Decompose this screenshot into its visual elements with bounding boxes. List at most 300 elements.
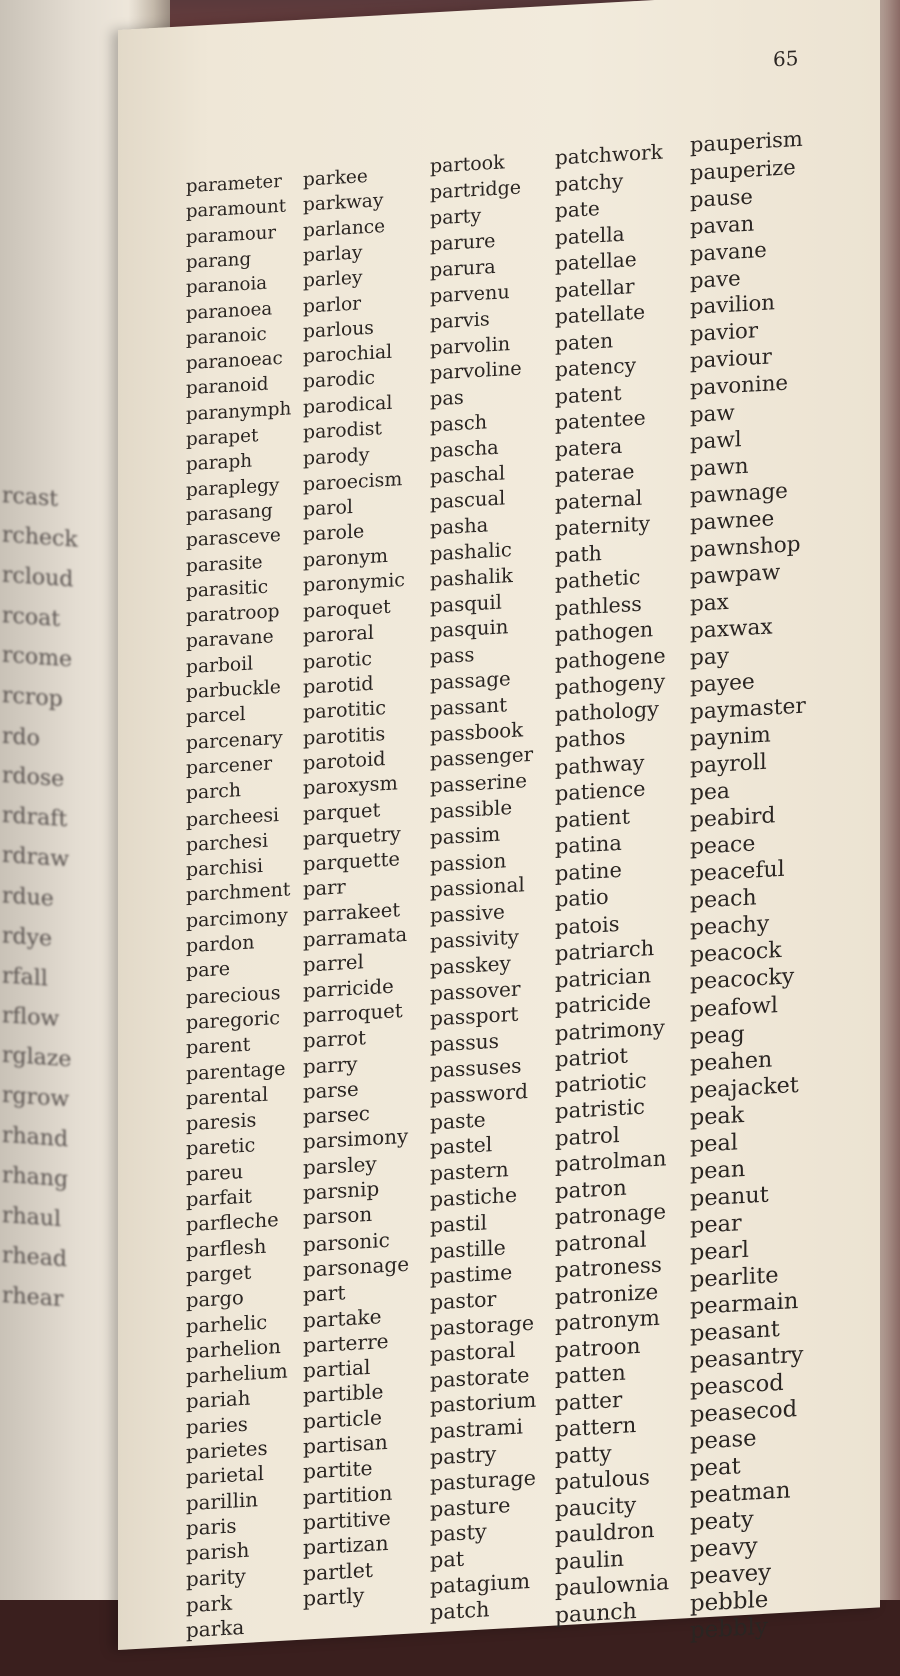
dictionary-word: pawpaw: [690, 559, 781, 591]
dictionary-word: paxwax: [690, 614, 773, 645]
dictionary-word: parura: [430, 255, 496, 282]
dictionary-word: patroon: [555, 1333, 641, 1364]
dictionary-word: pastel: [430, 1132, 493, 1160]
dictionary-word: paulownia: [555, 1570, 670, 1602]
dictionary-word: pave: [690, 265, 741, 294]
dictionary-word: pear: [690, 1210, 742, 1240]
dictionary-word: peahen: [690, 1046, 773, 1078]
dictionary-word: parsec: [303, 1102, 370, 1129]
dictionary-word: parotitis: [303, 721, 386, 750]
dictionary-word: paunch: [555, 1598, 637, 1629]
dictionary-word: paranoid: [186, 373, 269, 400]
dictionary-word: pas: [430, 385, 464, 411]
dictionary-word: patristic: [555, 1094, 645, 1125]
dictionary-word: paries: [186, 1412, 248, 1439]
dictionary-word: pawnage: [690, 478, 788, 510]
dictionary-word: parfait: [186, 1184, 252, 1212]
dictionary-word: patchy: [555, 168, 624, 197]
dictionary-word: parhelic: [186, 1310, 268, 1338]
dictionary-word: pauperize: [690, 154, 796, 186]
dictionary-word: parcimony: [186, 904, 288, 932]
dictionary-word: parka: [186, 1615, 245, 1643]
dictionary-word: parflesh: [186, 1234, 267, 1262]
dictionary-word: parr: [303, 875, 346, 902]
dictionary-word: patience: [555, 776, 646, 806]
dictionary-word: pearmain: [690, 1287, 799, 1321]
dictionary-word: peavey: [690, 1559, 772, 1591]
left-page-word: rglaze: [2, 1042, 72, 1073]
dictionary-word: pea: [690, 778, 730, 807]
dictionary-word: pawn: [690, 453, 749, 483]
dictionary-word: paroecism: [303, 467, 403, 496]
dictionary-word: parietal: [186, 1462, 264, 1490]
dictionary-word: pasquin: [430, 615, 509, 643]
dictionary-word: path: [555, 540, 602, 568]
dictionary-word: pebble: [690, 1586, 769, 1618]
dictionary-word: parley: [303, 267, 363, 292]
dictionary-word: patchwork: [555, 139, 663, 170]
dictionary-word: peasant: [690, 1316, 780, 1348]
dictionary-word: parsley: [303, 1152, 377, 1180]
left-page-word: rflow: [2, 1002, 60, 1033]
dictionary-word: pease: [690, 1425, 757, 1456]
dictionary-word: paw: [690, 400, 735, 429]
left-page-words: [0, 0, 130, 1600]
dictionary-word: pathless: [555, 591, 642, 621]
dictionary-word: peaty: [690, 1506, 754, 1537]
left-page-word: rfall: [2, 963, 48, 992]
dictionary-word: parvis: [430, 307, 490, 334]
left-page-word: rdose: [2, 762, 65, 793]
dictionary-word: patina: [555, 830, 622, 859]
dictionary-word: passkey: [430, 950, 511, 980]
dictionary-word: passage: [430, 667, 511, 695]
dictionary-word: patient: [555, 803, 631, 833]
dictionary-word: pay: [690, 643, 730, 672]
dictionary-word: parterre: [303, 1328, 389, 1358]
dictionary-word: pavior: [690, 318, 758, 348]
dictionary-word: pathos: [555, 724, 626, 753]
left-page-word: rcloud: [2, 562, 74, 593]
dictionary-word: peaceful: [690, 856, 785, 888]
dictionary-word: pargo: [186, 1286, 244, 1313]
dictionary-word: pastorate: [430, 1362, 530, 1393]
dictionary-word: patio: [555, 884, 609, 912]
dictionary-word: particle: [303, 1404, 382, 1434]
dictionary-word: parkee: [303, 166, 368, 191]
dictionary-word: pare: [186, 958, 230, 983]
dictionary-word: parlay: [303, 242, 363, 267]
dictionary-word: paterae: [555, 459, 635, 488]
dictionary-word: peanut: [690, 1181, 769, 1213]
dictionary-word: partly: [303, 1583, 365, 1611]
dictionary-word: parricide: [303, 974, 394, 1003]
dictionary-word: parbuckle: [186, 676, 281, 704]
dictionary-word: parodical: [303, 392, 393, 419]
dictionary-word: paymaster: [690, 693, 806, 726]
dictionary-word: parcenary: [186, 727, 283, 754]
dictionary-word: peajacket: [690, 1071, 799, 1105]
dictionary-word: patronal: [555, 1226, 647, 1258]
dictionary-word: payee: [690, 669, 755, 699]
dictionary-word: parietes: [186, 1436, 268, 1465]
dictionary-word: patera: [555, 433, 623, 462]
left-page-word: rdraft: [2, 802, 68, 833]
dictionary-word: paucity: [555, 1492, 637, 1523]
dictionary-word: part: [303, 1280, 346, 1307]
dictionary-word: partition: [303, 1480, 393, 1510]
dictionary-word: parasite: [186, 551, 263, 577]
dictionary-word: pastoral: [430, 1337, 516, 1367]
dictionary-word: partizan: [303, 1531, 389, 1560]
dictionary-word: patricide: [555, 988, 652, 1019]
dictionary-word: parget: [186, 1260, 252, 1288]
dictionary-word: parchisi: [186, 854, 264, 882]
dictionary-word: pathogeny: [555, 669, 666, 700]
dictionary-word: parroquet: [303, 998, 403, 1028]
dictionary-word: parole: [303, 520, 365, 546]
dictionary-word: paresis: [186, 1108, 257, 1136]
dictionary-word: parrel: [303, 950, 364, 977]
dictionary-word: parson: [303, 1203, 373, 1230]
dictionary-word: parental: [186, 1082, 269, 1110]
dictionary-word: parol: [303, 495, 353, 521]
dictionary-word: passim: [430, 822, 501, 850]
dictionary-word: paronymic: [303, 568, 405, 597]
dictionary-word: pawnshop: [690, 531, 801, 564]
dictionary-word: parecious: [186, 980, 281, 1009]
dictionary-word: pastorage: [430, 1310, 535, 1341]
dictionary-word: parish: [186, 1538, 250, 1566]
dictionary-word: passible: [430, 795, 513, 824]
dictionary-word: paulin: [555, 1546, 625, 1576]
dictionary-word: patentee: [555, 405, 646, 435]
dictionary-word: pasty: [430, 1519, 487, 1547]
dictionary-word: paronym: [303, 544, 389, 572]
dictionary-word: peavy: [690, 1533, 758, 1564]
dictionary-word: paraplegy: [186, 474, 280, 501]
left-page-word: rcoat: [2, 602, 61, 633]
dictionary-word: pastiche: [430, 1182, 518, 1212]
dictionary-word: parcheesi: [186, 803, 280, 831]
dictionary-word: pathogen: [555, 617, 654, 647]
left-page-word: rcrop: [2, 682, 63, 713]
dictionary-word: patellate: [555, 299, 646, 329]
dictionary-word: parsimony: [303, 1125, 409, 1155]
dictionary-word: pardon: [186, 931, 255, 958]
dictionary-word: pathogene: [555, 642, 666, 674]
right-page: [118, 0, 880, 1650]
dictionary-word: partook: [430, 151, 505, 178]
dictionary-word: password: [430, 1078, 528, 1109]
dictionary-word: paranoeac: [186, 347, 283, 375]
dictionary-word: parch: [186, 780, 241, 805]
left-page-word: rhaul: [2, 1202, 62, 1233]
dictionary-word: pasture: [430, 1492, 511, 1522]
dictionary-word: pean: [690, 1155, 746, 1186]
dictionary-word: patois: [555, 910, 620, 940]
dictionary-word: pastern: [430, 1157, 509, 1186]
dictionary-word: passional: [430, 872, 525, 902]
dictionary-word: pattern: [555, 1413, 637, 1443]
dictionary-word: patine: [555, 857, 622, 886]
left-page-word: rhear: [2, 1282, 64, 1313]
dictionary-word: parotic: [303, 646, 372, 674]
dictionary-word: partitive: [303, 1505, 391, 1535]
dictionary-word: parodist: [303, 418, 382, 444]
dictionary-word: partridge: [430, 176, 522, 204]
dictionary-word: passion: [430, 847, 507, 877]
dictionary-word: parodic: [303, 368, 375, 394]
left-page-word: rdo: [2, 723, 40, 752]
dictionary-word: parchesi: [186, 829, 269, 856]
dictionary-word: peatman: [690, 1477, 791, 1510]
dictionary-word: parcel: [186, 704, 246, 729]
dictionary-word: paranymph: [186, 398, 292, 425]
dictionary-word: pebbly: [690, 1613, 768, 1645]
dictionary-word: peacock: [690, 937, 782, 969]
dictionary-word: partible: [303, 1379, 384, 1409]
dictionary-word: pavonine: [690, 370, 789, 402]
left-page-word: rcheck: [2, 522, 78, 553]
dictionary-word: parsonage: [303, 1251, 410, 1282]
dictionary-word: partlet: [303, 1557, 373, 1586]
dictionary-word: pauldron: [555, 1518, 655, 1549]
left-page-word: rhead: [2, 1242, 67, 1273]
dictionary-word: passenger: [430, 743, 534, 772]
left-page-word: rdye: [2, 923, 53, 952]
dictionary-word: pasch: [430, 410, 488, 437]
dictionary-word: passbook: [430, 717, 524, 747]
dictionary-word: peafowl: [690, 992, 778, 1024]
dictionary-word: patter: [555, 1387, 623, 1417]
dictionary-word: paramour: [186, 221, 277, 248]
dictionary-word: paratroop: [186, 601, 280, 628]
dictionary-word: pavilion: [690, 290, 775, 321]
dictionary-word: paternal: [555, 485, 643, 515]
dictionary-word: peacocky: [690, 964, 795, 996]
dictionary-word: passus: [430, 1028, 500, 1057]
dictionary-word: pasquil: [430, 590, 502, 618]
dictionary-word: pashalik: [430, 563, 513, 592]
dictionary-word: parentage: [186, 1056, 286, 1085]
dictionary-word: peace: [690, 831, 756, 861]
dictionary-word: pate: [555, 196, 600, 223]
dictionary-word: patrol: [555, 1122, 620, 1152]
page-number: 65: [773, 45, 799, 72]
dictionary-word: paviour: [690, 344, 772, 375]
left-page-word: rhang: [2, 1162, 69, 1193]
dictionary-word: parsonic: [303, 1227, 390, 1257]
dictionary-word: pathetic: [555, 564, 641, 594]
dictionary-word: parvolin: [430, 331, 511, 360]
dictionary-word: pastil: [430, 1210, 487, 1238]
dictionary-word: payroll: [690, 749, 767, 780]
dictionary-word: parent: [186, 1032, 251, 1060]
dictionary-word: passant: [430, 693, 507, 721]
dictionary-word: parboil: [186, 653, 254, 678]
dictionary-word: parquetry: [303, 821, 401, 851]
dictionary-word: parang: [186, 248, 252, 274]
dictionary-word: pearlite: [690, 1262, 779, 1294]
dictionary-word: pastille: [430, 1234, 506, 1264]
dictionary-word: peak: [690, 1101, 745, 1132]
dictionary-word: paste: [430, 1107, 486, 1135]
dictionary-word: passuses: [430, 1053, 522, 1083]
dictionary-word: parvenu: [430, 280, 510, 308]
left-page-word: rcome: [2, 642, 72, 673]
dictionary-word: pavane: [690, 236, 767, 267]
dictionary-word: parvoline: [430, 356, 522, 385]
dictionary-word: parameter: [186, 170, 282, 198]
dictionary-word: patella: [555, 221, 625, 250]
dictionary-word: patency: [555, 353, 637, 382]
dictionary-word: parity: [186, 1564, 246, 1591]
dictionary-word: parcener: [186, 753, 273, 780]
dictionary-word: parure: [430, 229, 496, 256]
dictionary-word: pariah: [186, 1386, 251, 1414]
dictionary-word: parochial: [303, 341, 393, 368]
dictionary-word: pause: [690, 183, 753, 213]
dictionary-word: pavan: [690, 210, 755, 240]
dictionary-word: paris: [186, 1514, 237, 1541]
left-page-word: rdue: [2, 883, 54, 912]
dictionary-word: parotoid: [303, 746, 386, 775]
dictionary-word: paten: [555, 327, 614, 356]
dictionary-word: paregoric: [186, 1005, 280, 1035]
dictionary-word: pastry: [430, 1441, 497, 1470]
dictionary-word: pasha: [430, 513, 489, 540]
dictionary-word: patten: [555, 1360, 626, 1390]
dictionary-word: pasturage: [430, 1465, 536, 1496]
dictionary-word: patch: [430, 1597, 490, 1625]
dictionary-word: patriarch: [555, 935, 655, 966]
dictionary-word: patellar: [555, 273, 635, 303]
dictionary-word: pareu: [186, 1159, 244, 1186]
dictionary-word: parhelion: [186, 1334, 281, 1363]
dictionary-word: paranoea: [186, 297, 273, 324]
dictionary-word: paravane: [186, 626, 274, 653]
dictionary-word: peasantry: [690, 1341, 804, 1375]
dictionary-word: patronym: [555, 1305, 660, 1337]
dictionary-word: pascual: [430, 486, 506, 514]
dictionary-word: peabird: [690, 803, 776, 834]
dictionary-word: parotitic: [303, 696, 387, 724]
left-page-word: rgrow: [2, 1082, 70, 1113]
dictionary-word: partisan: [303, 1429, 388, 1459]
dictionary-word: peachy: [690, 911, 770, 942]
dictionary-word: parramata: [303, 922, 408, 952]
dictionary-word: patrician: [555, 961, 652, 993]
dictionary-word: paraph: [186, 450, 253, 476]
dictionary-word: paranoic: [186, 323, 267, 349]
dictionary-word: pastorium: [430, 1388, 537, 1418]
dictionary-word: peasecod: [690, 1396, 798, 1429]
dictionary-word: pass: [430, 643, 475, 669]
dictionary-word: partake: [303, 1303, 382, 1333]
dictionary-word: paternity: [555, 511, 651, 541]
dictionary-word: parillin: [186, 1487, 259, 1515]
dictionary-word: patron: [555, 1175, 627, 1205]
dictionary-word: park: [186, 1590, 233, 1617]
dictionary-word: parchment: [186, 878, 291, 907]
dictionary-word: pastime: [430, 1260, 513, 1289]
dictionary-word: parasang: [186, 500, 273, 527]
dictionary-word: patronize: [555, 1279, 659, 1311]
dictionary-word: pax: [690, 589, 729, 618]
dictionary-word: parhelium: [186, 1359, 288, 1389]
dictionary-word: paschal: [430, 460, 506, 489]
dictionary-word: pathology: [555, 696, 659, 727]
dictionary-word: pascha: [430, 435, 499, 463]
dictionary-word: paramount: [186, 195, 287, 223]
dictionary-word: parlor: [303, 292, 362, 318]
dictionary-word: passive: [430, 899, 505, 928]
dictionary-word: paranoia: [186, 272, 268, 299]
dictionary-word: paroral: [303, 621, 374, 649]
dictionary-word: pat: [430, 1546, 465, 1573]
dictionary-word: passivity: [430, 924, 519, 954]
dictionary-word: parlance: [303, 215, 386, 242]
dictionary-word: paroquet: [303, 594, 391, 623]
dictionary-word: paretic: [186, 1133, 256, 1161]
dictionary-word: pashalic: [430, 537, 512, 566]
dictionary-word: pawl: [690, 427, 742, 456]
dictionary-word: patriot: [555, 1042, 628, 1072]
dictionary-word: paynim: [690, 722, 771, 753]
dictionary-word: party: [430, 204, 482, 230]
dictionary-word: patagium: [430, 1568, 531, 1599]
dictionary-word: parquette: [303, 847, 400, 876]
dictionary-word: parrot: [303, 1026, 366, 1053]
dictionary-word: patronage: [555, 1199, 667, 1231]
dictionary-word: parasceve: [186, 525, 281, 552]
dictionary-word: parfleche: [186, 1208, 279, 1237]
dictionary-word: passover: [430, 976, 521, 1006]
dictionary-word: paroxysm: [303, 771, 398, 800]
dictionary-word: pauperism: [690, 126, 803, 158]
dictionary-word: parrakeet: [303, 897, 401, 927]
dictionary-word: parasitic: [186, 576, 269, 602]
dictionary-word: peascod: [690, 1369, 784, 1402]
dictionary-word: parry: [303, 1052, 358, 1079]
dictionary-word: parkway: [303, 190, 384, 216]
dictionary-word: patty: [555, 1440, 612, 1470]
dictionary-word: pathway: [555, 750, 645, 780]
dictionary-word: patriotic: [555, 1067, 647, 1099]
dictionary-word: peag: [690, 1020, 745, 1051]
left-page-word: rcast: [2, 483, 59, 512]
dictionary-word: parsnip: [303, 1177, 380, 1205]
dictionary-word: peach: [690, 885, 757, 915]
dictionary-word: patulous: [555, 1465, 650, 1496]
dictionary-word: patrolman: [555, 1146, 667, 1178]
dictionary-word: partite: [303, 1456, 373, 1484]
dictionary-word: patellae: [555, 247, 637, 276]
dictionary-word: parapet: [186, 425, 259, 451]
dictionary-word: parotid: [303, 671, 374, 699]
dictionary-word: parse: [303, 1077, 359, 1104]
dictionary-word: parlous: [303, 317, 374, 343]
dictionary-word: peal: [690, 1129, 738, 1159]
dictionary-word: patrimony: [555, 1013, 665, 1046]
dictionary-word: pastor: [430, 1287, 497, 1315]
dictionary-word: parody: [303, 444, 370, 470]
dictionary-word: passport: [430, 1002, 519, 1031]
dictionary-word: partial: [303, 1354, 371, 1383]
dictionary-word: pawnee: [690, 506, 775, 537]
dictionary-word: pastrami: [430, 1414, 524, 1444]
